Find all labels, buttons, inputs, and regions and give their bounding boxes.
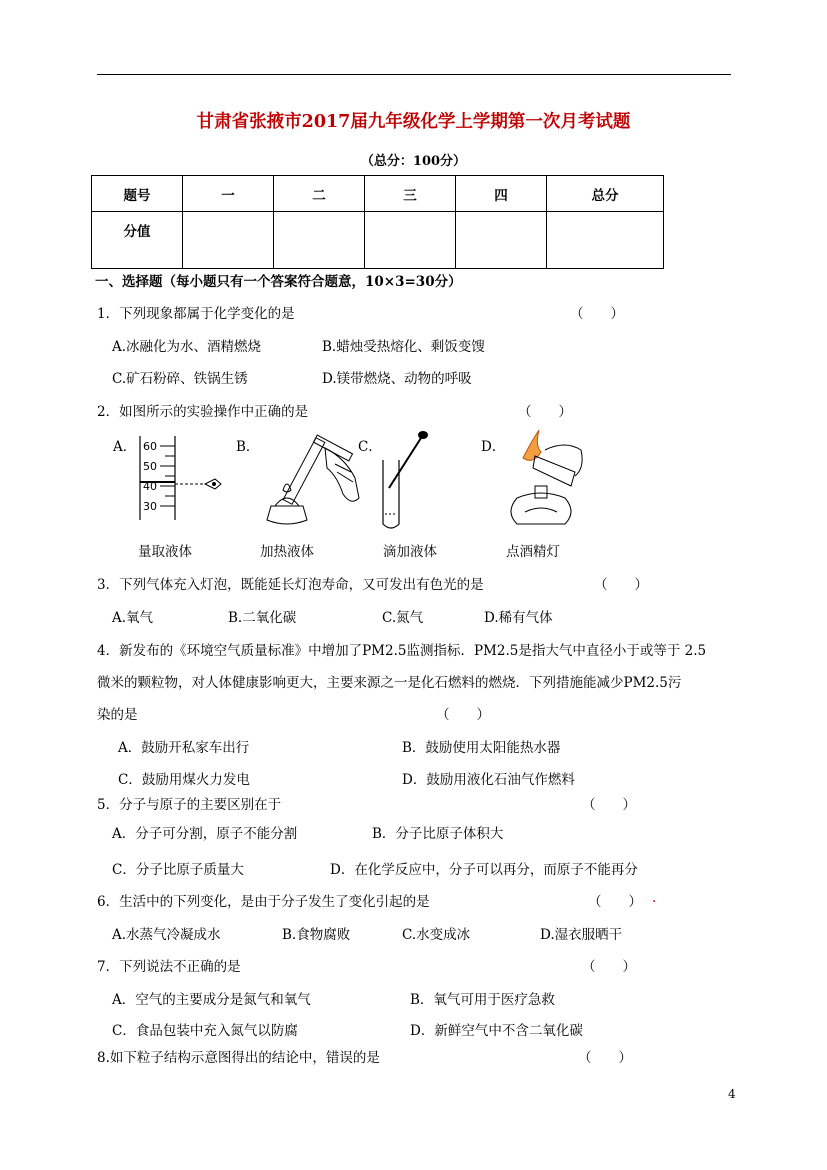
score-cell — [547, 212, 664, 269]
option-a: A.水蒸气冷凝成水 — [112, 927, 221, 943]
option-a: A.氧气 — [112, 610, 154, 626]
graduated-cylinder-figure — [125, 432, 225, 522]
option-d: D．在化学反应中，分子可以再分，而原子不能再分 — [330, 862, 638, 878]
figure-letter-c: C． — [358, 439, 382, 455]
figure-caption: 点酒精灯 — [506, 544, 560, 560]
option-c: C.水变成冰 — [402, 927, 471, 943]
option-c: C．食品包装中充入氮气以防腐 — [112, 1023, 298, 1039]
cylinder-tick-label: 30 — [143, 500, 157, 513]
score-header-cell: 总分 — [547, 176, 664, 212]
question-1-stem: 1．下列现象都属于化学变化的是 — [97, 306, 295, 322]
answer-paren: （ ） — [578, 1050, 632, 1066]
answer-paren: （ ） — [436, 707, 490, 723]
option-d: D．新鲜空气中不含二氧化碳 — [410, 1023, 583, 1039]
option-c: C．鼓励用煤火力发电 — [118, 772, 250, 788]
answer-paren: （ ） — [582, 959, 636, 975]
score-table-header-row — [92, 176, 664, 212]
answer-paren: （ ） — [582, 797, 636, 813]
figure-letter-a: A． — [113, 439, 137, 455]
cylinder-tick-label: 50 — [143, 460, 157, 473]
question-5-stem: 5．分子与原子的主要区别在于 — [97, 797, 282, 813]
option-b: B．分子比原子体积大 — [372, 826, 504, 842]
score-cell — [183, 212, 274, 269]
heating-liquid-figure — [255, 428, 365, 528]
score-cell — [456, 212, 547, 269]
option-c: C．分子比原子质量大 — [112, 862, 244, 878]
option-a: A．鼓励开私家车出行 — [118, 740, 250, 756]
option-b: B.蜡烛受热熔化、剩饭变馊 — [322, 339, 485, 355]
answer-paren: （ ） — [594, 577, 648, 593]
answer-paren: （ ） — [518, 404, 572, 420]
cylinder-tick-label: 60 — [143, 440, 157, 453]
score-cell — [365, 212, 456, 269]
option-d: D.稀有气体 — [484, 610, 553, 626]
option-b: B.二氧化碳 — [228, 610, 297, 626]
figure-letter-b: B． — [236, 439, 260, 455]
answer-paren: （ ） — [570, 306, 624, 322]
exam-title: 甘肃省张掖市2017届九年级化学上学期第一次月考试题 — [196, 112, 631, 132]
cylinder-tick-label: 40 — [143, 480, 157, 493]
option-d: D.镁带燃烧、动物的呼吸 — [322, 371, 472, 387]
score-header-cell: 二 — [274, 176, 365, 212]
question-2-stem: 2．如图所示的实验操作中正确的是 — [97, 404, 309, 420]
figure-letter-d: D． — [481, 439, 506, 455]
question-8-stem: 8.如下粒子结构示意图得出的结论中，错误的是 — [97, 1050, 380, 1066]
question-4-line-3: 染的是 — [97, 707, 138, 723]
option-a: A．空气的主要成分是氮气和氧气 — [112, 992, 311, 1008]
score-table — [91, 175, 664, 269]
lighting-lamp-figure — [495, 428, 595, 528]
score-header-cell: 题号 — [92, 176, 183, 212]
score-cell — [274, 212, 365, 269]
option-d: D.湿衣服晒干 — [540, 927, 623, 943]
score-table-value-row — [92, 212, 664, 269]
option-c: C.矿石粉碎、铁锅生锈 — [112, 371, 248, 387]
page-number: 4 — [728, 1087, 736, 1101]
option-b: B．鼓励使用太阳能热水器 — [402, 740, 561, 756]
question-4-line-1: 4．新发布的《环境空气质量标准》中增加了PM2.5监测指标．PM2.5是指大气中直径小于或等于 2.5 — [97, 643, 707, 659]
score-header-cell: 四 — [456, 176, 547, 212]
option-a: A．分子可分割，原子不能分割 — [112, 826, 298, 842]
dropping-liquid-figure — [375, 428, 435, 533]
option-a: A.冰融化为水、酒精燃烧 — [112, 339, 262, 355]
answer-paren: （ ） — [588, 894, 642, 910]
figure-caption: 量取液体 — [138, 544, 192, 560]
question-3-stem: 3．下列气体充入灯泡，既能延长灯泡寿命，又可发出有色光的是 — [97, 577, 484, 593]
option-b: B.食物腐败 — [282, 927, 351, 943]
score-header-cell: 三 — [365, 176, 456, 212]
red-mark: . — [652, 890, 657, 906]
header-rule — [97, 74, 731, 75]
question-7-stem: 7．下列说法不正确的是 — [97, 959, 241, 975]
total-score: （总分：100分） — [360, 154, 467, 169]
score-row-label: 分值 — [92, 212, 183, 269]
question-4-line-2: 微米的颗粒物，对人体健康影响更大，主要来源之一是化石燃料的燃烧．下列措施能减少PM2.5污 — [97, 675, 682, 691]
figure-caption: 滴加液体 — [383, 544, 437, 560]
figure-caption: 加热液体 — [260, 544, 314, 560]
option-b: B．氧气可用于医疗急救 — [410, 992, 555, 1008]
section-heading: 一、选择题（每小题只有一个答案符合题意，10×3=30分） — [95, 274, 462, 290]
option-c: C.氮气 — [382, 610, 424, 626]
score-header-cell: 一 — [183, 176, 274, 212]
option-d: D．鼓励用液化石油气作燃料 — [402, 772, 575, 788]
question-6-stem: 6．生活中的下列变化，是由于分子发生了变化引起的是 — [97, 894, 430, 910]
